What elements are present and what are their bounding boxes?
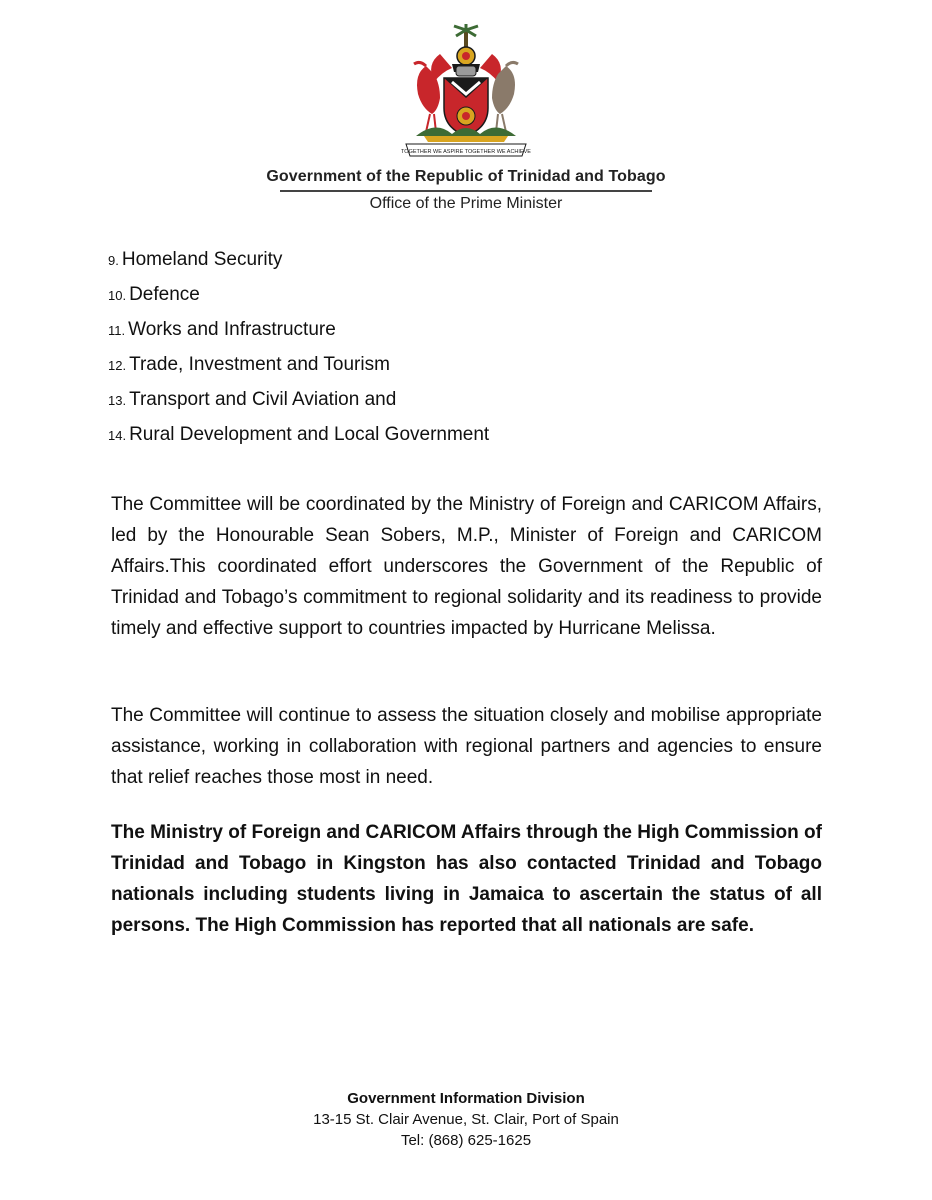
list-item-number: 11.: [108, 323, 126, 338]
list-item-label: Rural Development and Local Government: [129, 424, 490, 445]
list-item-label: Trade, Investment and Tourism: [129, 354, 390, 375]
list-item: [108, 386, 808, 421]
coordination-paragraph: The Committee will be coordinated by the Ministry of Foreign and CARICOM Affairs, led by the Honourable Sean Sobers, M.P., Minister of Foreign and CARICOM Affairs.This coordinated effort underscores the Government of the Republic of Trinidad and Tobago’s commitment to regional solidarity and its readiness to provide timely and effective support to countries impacted by Hurricane Melissa.: [111, 494, 822, 639]
list-item-number: 13.: [108, 393, 127, 408]
letterhead-divider: [280, 190, 652, 192]
list-item-number: 14.: [108, 428, 127, 443]
footer-division: Government Information Division: [347, 1090, 585, 1107]
list-item: [108, 281, 808, 316]
list-item-label: Transport and Civil Aviation and: [129, 389, 397, 410]
coat-of-arms-motto: TOGETHER WE ASPIRE TOGETHER WE ACHIEVE: [401, 149, 531, 155]
list-item-label: Defence: [129, 284, 200, 305]
nationals-paragraph: The Ministry of Foreign and CARICOM Affairs through the High Commission of Trinidad and Tobago in Kingston has also contacted Trinidad and Tobago nationals including students living in Jamaica to ascertain the status of all persons. The High Commission has reported that all nationals are safe.: [111, 822, 822, 936]
list-item-number: 9.: [108, 253, 119, 268]
ministry-list: [108, 246, 808, 456]
footer-telephone: Tel: (868) 625-1625: [400, 1132, 532, 1149]
list-item: [108, 421, 808, 456]
list-item-label: Homeland Security: [121, 249, 283, 270]
footer: [0, 1088, 932, 1151]
list-item: [108, 351, 808, 386]
list-item-number: 10.: [108, 288, 127, 303]
list-item-label: Works and Infrastructure: [128, 319, 336, 340]
government-title: Government of the Republic of Trinidad and Tobago: [266, 168, 666, 185]
office-title: Office of the Prime Minister: [369, 195, 563, 212]
coat-of-arms-icon: [396, 24, 536, 162]
letterhead: [0, 24, 932, 213]
list-item-number: 12.: [108, 358, 127, 373]
footer-address: 13-15 St. Clair Avenue, St. Clair, Port of Spain: [313, 1111, 619, 1128]
list-item: [108, 316, 808, 351]
assessment-paragraph: The Committee will continue to assess the situation closely and mobilise appropriate assistance, working in collaboration with regional partners and agencies to ensure that relief reaches those most in need.: [111, 705, 822, 788]
list-item: [108, 246, 808, 281]
